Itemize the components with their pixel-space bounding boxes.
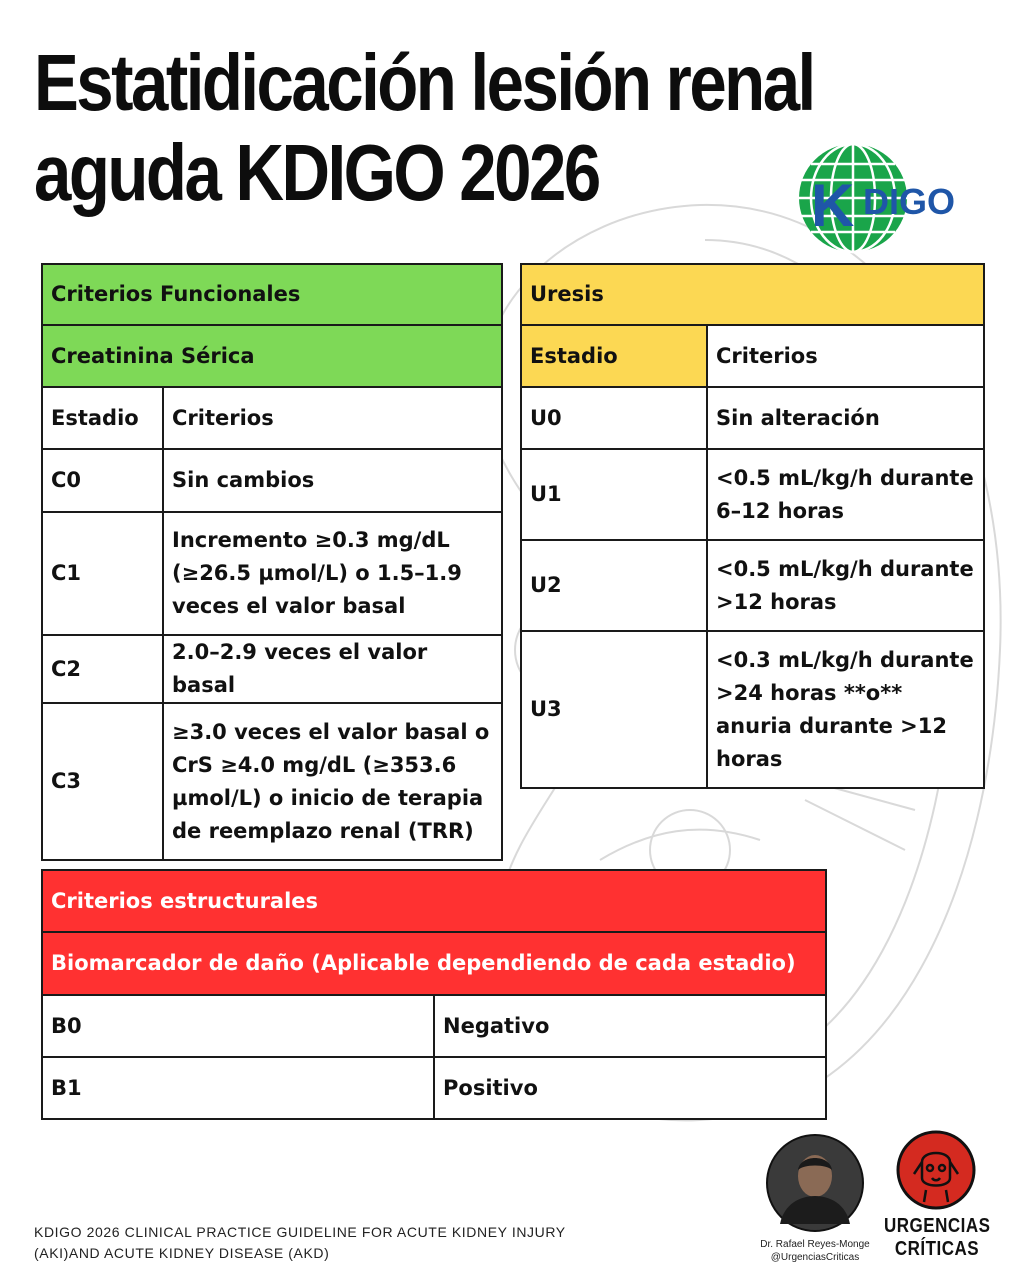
functional-col-criteria: Criterios bbox=[163, 387, 502, 449]
criteria-cell: Sin alteración bbox=[707, 387, 984, 449]
urine-col-criteria: Criterios bbox=[707, 325, 984, 387]
author-name: Dr. Rafael Reyes-Monge bbox=[760, 1239, 870, 1250]
criteria-cell: <0.3 mL/kg/h durante >24 horas **o** anuria durante >12 horas bbox=[707, 631, 984, 788]
urgencias-criticas-logo-icon bbox=[896, 1130, 976, 1210]
table-row bbox=[42, 1057, 826, 1119]
table-row bbox=[42, 703, 502, 860]
functional-criteria-table bbox=[41, 263, 503, 861]
brand-line-2: CRÍTICAS bbox=[894, 1236, 980, 1260]
footer-citation bbox=[34, 1222, 566, 1264]
urine-output-table bbox=[520, 263, 985, 789]
kdigo-logo-rest: DIGO bbox=[863, 181, 956, 222]
table-row bbox=[42, 512, 502, 635]
value-cell: Negativo bbox=[434, 995, 826, 1057]
stage-cell: U0 bbox=[521, 387, 707, 449]
structural-criteria-table bbox=[41, 869, 827, 1120]
structural-header: Criterios estructurales bbox=[42, 870, 826, 932]
structural-subheader: Biomarcador de daño (Aplicable dependiendo de cada estadio) bbox=[42, 932, 826, 995]
functional-subheader: Creatinina Sérica bbox=[42, 325, 502, 387]
stage-cell: U2 bbox=[521, 540, 707, 631]
criteria-cell: Sin cambios bbox=[163, 449, 502, 512]
footer-line-2: (AKI)AND ACUTE KIDNEY DISEASE (AKD) bbox=[34, 1245, 330, 1261]
criteria-cell: <0.5 mL/kg/h durante 6–12 horas bbox=[707, 449, 984, 540]
brand-wordmark bbox=[884, 1214, 990, 1260]
urine-col-stage: Estadio bbox=[521, 325, 707, 387]
table-row bbox=[521, 540, 984, 631]
functional-header: Criterios Funcionales bbox=[42, 264, 502, 325]
table-row bbox=[42, 449, 502, 512]
author-credit bbox=[740, 1238, 890, 1264]
table-row bbox=[521, 387, 984, 449]
kdigo-logo bbox=[795, 140, 970, 260]
footer-line-1: KDIGO 2026 CLINICAL PRACTICE GUIDELINE FOR ACUTE KIDNEY INJURY bbox=[34, 1224, 566, 1240]
criteria-cell: ≥3.0 veces el valor basal o CrS ≥4.0 mg/dL (≥353.6 µmol/L) o inicio de terapia de reemplazo renal (TRR) bbox=[163, 703, 502, 860]
title-line-1: Estatidicación lesión renal bbox=[34, 38, 814, 127]
stage-cell: B1 bbox=[42, 1057, 434, 1119]
stage-cell: C0 bbox=[42, 449, 163, 512]
value-cell: Positivo bbox=[434, 1057, 826, 1119]
kdigo-logo-letter: K bbox=[811, 172, 855, 239]
criteria-cell: Incremento ≥0.3 mg/dL (≥26.5 µmol/L) o 1.5–1.9 veces el valor basal bbox=[163, 512, 502, 635]
author-avatar bbox=[766, 1134, 864, 1232]
table-row bbox=[42, 995, 826, 1057]
urine-header: Uresis bbox=[521, 264, 984, 325]
functional-col-stage: Estadio bbox=[42, 387, 163, 449]
stage-cell: U1 bbox=[521, 449, 707, 540]
stage-cell: C2 bbox=[42, 635, 163, 703]
stage-cell: U3 bbox=[521, 631, 707, 788]
table-row bbox=[42, 635, 502, 703]
brand-line-1: URGENCIAS bbox=[884, 1214, 991, 1237]
stage-cell: C3 bbox=[42, 703, 163, 860]
criteria-cell: <0.5 mL/kg/h durante >12 horas bbox=[707, 540, 984, 631]
table-row bbox=[521, 631, 984, 788]
title-line-2: aguda KDIGO 2026 bbox=[34, 128, 599, 217]
author-handle: @UrgenciasCriticas bbox=[770, 1252, 860, 1263]
criteria-cell: 2.0–2.9 veces el valor basal bbox=[163, 635, 502, 703]
table-row bbox=[521, 449, 984, 540]
stage-cell: B0 bbox=[42, 995, 434, 1057]
stage-cell: C1 bbox=[42, 512, 163, 635]
page-title bbox=[34, 38, 814, 218]
